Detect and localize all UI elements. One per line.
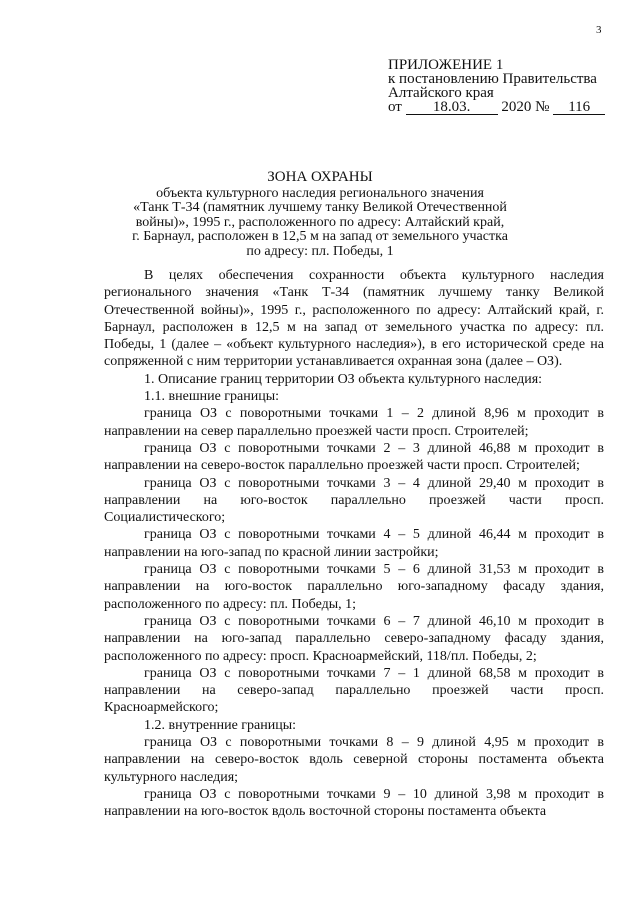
paragraph: граница ОЗ с поворотными точками 2 – 3 длиной 46,88 м проходит в направлении на северо-восток параллельно проезжей части просп. Строителей; xyxy=(104,440,604,474)
number-value: 116 xyxy=(553,100,605,115)
appendix-title: ПРИЛОЖЕНИЕ 1 xyxy=(388,57,504,73)
heading-line-5: по адресу: пл. Победы, 1 xyxy=(246,243,394,259)
appendix-line-1: к постановлению Правительства xyxy=(388,71,597,87)
paragraph: граница ОЗ с поворотными точками 8 – 9 длиной 4,95 м проходит в направлении на северо-восток вдоль северной стороны постамента объекта культурного наследия; xyxy=(104,735,604,785)
from-label: от xyxy=(388,99,402,115)
paragraph: граница ОЗ с поворотными точками 4 – 5 длиной 46,44 м проходит в направлении на юго-запад по красной линии застройки; xyxy=(104,527,604,560)
appendix-line-2: Алтайского края xyxy=(388,85,494,101)
year-label: 2020 № xyxy=(501,99,550,115)
appendix-block xyxy=(388,58,605,115)
heading-line-4: г. Барнаул, расположен в 12,5 м на запад от земельного участка xyxy=(132,229,508,244)
paragraph: граница ОЗ с поворотными точками 9 – 10 длиной 3,98 м проходит в направлении на юго-восток вдоль восточной стороны постамента объекта xyxy=(104,786,604,820)
heading-line-2: «Танк Т-34 (памятник лучшему танку Великой Отечественной xyxy=(133,200,507,215)
page-number: 3 xyxy=(596,24,602,36)
document-body xyxy=(104,267,604,821)
paragraph: В целях обеспечения сохранности объекта культурного наследия регионального значения «Танк Т-34 (памятник лучшему танку Великой Отечественной войны)», 1995 г., расположенного по адресу: Алтайский край, г. Барнаул, расположен в 12,5 м на запад от земельного участка по адресу: пл. Победы, 1 (далее – «объект культурного наследия»), в его исторической среде на сопряженной с ним территории устанавливается охранная зона (далее – ОЗ). xyxy=(104,268,604,370)
paragraph: граница ОЗ с поворотными точками 6 – 7 длиной 46,10 м проходит в направлении на юго-запад параллельно северо-западному фасаду здания, расположенного по адресу: просп. Красноармейский, 118/пл. Победы, 2; xyxy=(104,613,604,664)
paragraph: 1.1. внешние границы: xyxy=(144,389,280,405)
document-heading xyxy=(100,170,540,259)
paragraph: граница ОЗ с поворотными точками 3 – 4 длиной 29,40 м проходит в направлении на юго-восток параллельно проезжей части просп. Социалистического; xyxy=(104,475,604,526)
paragraph: граница ОЗ с поворотными точками 5 – 6 длиной 31,53 м проходит в направлении на юго-восток параллельно юго-западному фасаду здания, расположенного по адресу: пл. Победы, 1; xyxy=(104,562,604,612)
paragraph: 1. Описание границ территории ОЗ объекта культурного наследия: xyxy=(144,371,543,387)
paragraph: граница ОЗ с поворотными точками 7 – 1 длиной 68,58 м проходит в направлении на северо-запад параллельно проезжей части просп. Красноармейского; xyxy=(104,665,604,716)
heading-main: ЗОНА ОХРАНЫ xyxy=(267,169,373,185)
appendix-date-line xyxy=(388,100,605,115)
heading-line-1: объекта культурного наследия регионального значения xyxy=(156,185,484,201)
date-value: 18.03. xyxy=(406,100,498,115)
paragraph: 1.2. внутренние границы: xyxy=(144,717,297,733)
paragraph: граница ОЗ с поворотными точками 1 – 2 длиной 8,96 м проходит в направлении на север параллельно проезжей части просп. Строителей; xyxy=(104,406,604,439)
heading-line-3: войны)», 1995 г., расположенного по адресу: Алтайский край, xyxy=(135,214,505,230)
